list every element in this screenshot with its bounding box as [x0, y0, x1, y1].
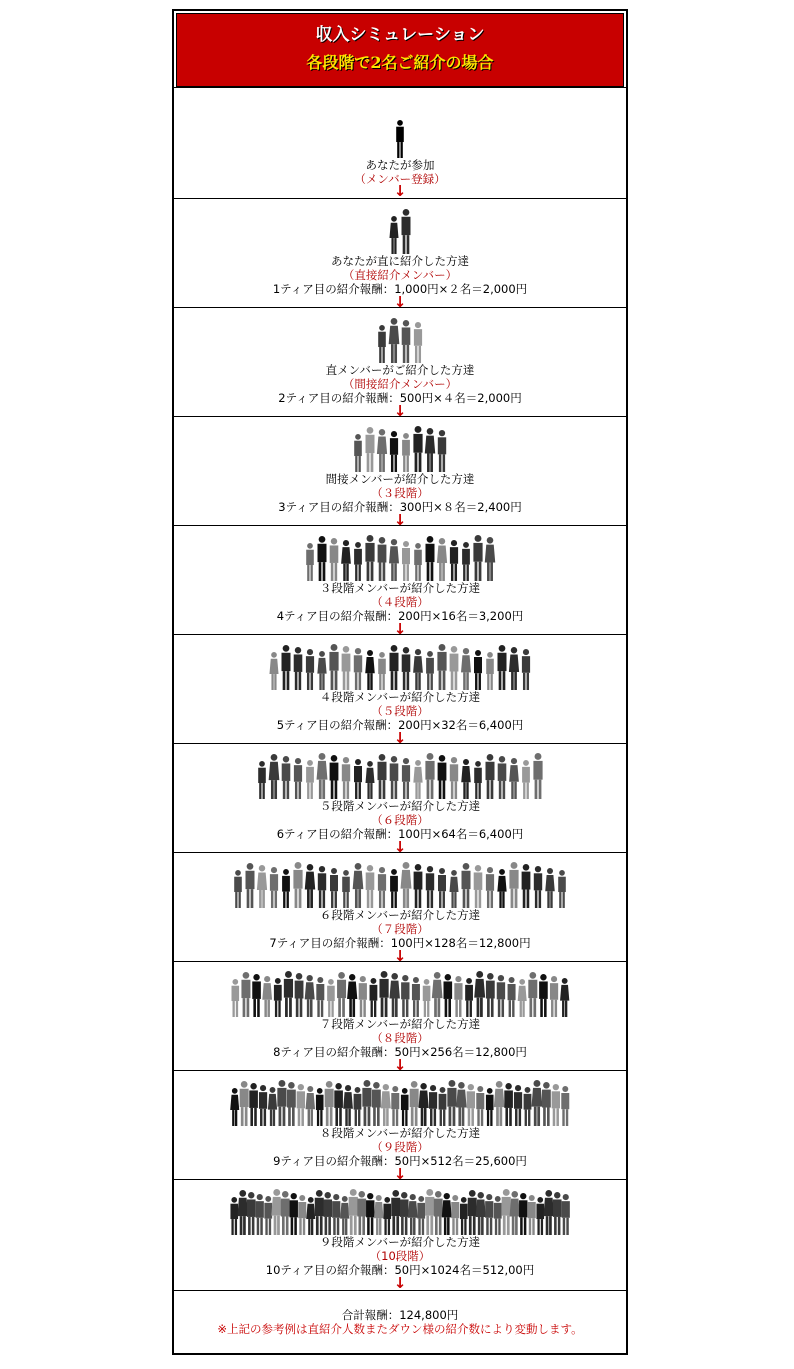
person-silhouette-icon — [429, 1085, 437, 1126]
person-silhouette-icon — [323, 1192, 332, 1235]
person-silhouette-icon — [402, 320, 411, 363]
member-crowd-image — [223, 1076, 577, 1126]
person-silhouette-icon — [401, 1088, 409, 1126]
person-silhouette-icon — [498, 645, 507, 690]
person-silhouette-icon — [297, 1084, 305, 1126]
person-silhouette-icon — [281, 1191, 290, 1235]
simulation-table — [172, 9, 628, 1355]
person-silhouette-icon — [418, 1083, 428, 1126]
down-arrow-icon: ↓ — [393, 729, 407, 747]
person-silhouette-icon — [282, 756, 291, 799]
person-silhouette-icon — [508, 977, 516, 1017]
person-silhouette-icon — [315, 1190, 324, 1235]
person-silhouette-icon — [426, 651, 434, 690]
person-silhouette-icon — [450, 646, 459, 690]
person-silhouette-icon — [562, 1194, 570, 1235]
person-silhouette-icon — [316, 1088, 324, 1126]
person-silhouette-icon — [545, 868, 555, 908]
person-silhouette-icon — [408, 1194, 418, 1235]
member-crowd-image — [249, 749, 551, 799]
person-silhouette-icon — [246, 863, 255, 908]
tier-level-label: （９段階） — [371, 1140, 429, 1154]
tier-row — [174, 1070, 626, 1183]
person-silhouette-icon — [298, 1195, 306, 1235]
person-silhouette-icon — [425, 753, 434, 799]
person-silhouette-icon — [400, 1192, 409, 1235]
person-silhouette-icon — [390, 431, 398, 472]
person-silhouette-icon — [270, 867, 278, 908]
person-silhouette-icon — [391, 1086, 399, 1126]
person-silhouette-icon — [519, 1193, 527, 1235]
person-silhouette-icon — [359, 976, 367, 1017]
person-silhouette-icon — [510, 1191, 520, 1235]
person-silhouette-icon — [318, 866, 326, 908]
person-silhouette-icon — [378, 325, 386, 363]
header-banner — [176, 13, 624, 87]
person-silhouette-icon — [389, 216, 398, 254]
person-silhouette-icon — [366, 865, 375, 908]
person-silhouette-icon — [474, 650, 482, 690]
person-silhouette-icon — [342, 646, 351, 690]
person-silhouette-icon — [474, 865, 483, 908]
person-silhouette-icon — [536, 1197, 544, 1235]
tier-description: 間接メンバーが紹介した方達 — [325, 472, 475, 486]
tier-level-label: （５段階） — [371, 704, 429, 718]
disclaimer-note: ※上記の参考例は直紹介人数またダウン様の紹介数により変動します。 — [217, 1322, 583, 1336]
down-arrow-icon: ↓ — [393, 620, 407, 638]
person-silhouette-icon — [486, 973, 495, 1017]
tier-row — [174, 416, 626, 529]
tier-reward: 3ティア目の紹介報酬：300円×８名＝2,400円 — [278, 500, 522, 514]
person-silhouette-icon — [498, 756, 507, 799]
tier-level-label: （メンバー登録） — [354, 172, 446, 186]
person-silhouette-icon — [447, 1080, 456, 1126]
person-silhouette-icon — [462, 863, 471, 908]
person-silhouette-icon — [414, 864, 423, 908]
person-silhouette-icon — [362, 1080, 371, 1126]
person-silhouette-icon — [340, 1196, 349, 1235]
page-title: 収入シミュレーション — [315, 25, 485, 45]
person-silhouette-icon — [494, 1081, 505, 1126]
person-silhouette-icon — [542, 1082, 551, 1126]
person-silhouette-icon — [341, 540, 351, 581]
person-silhouette-icon — [354, 434, 362, 472]
person-silhouette-icon — [410, 1081, 419, 1126]
person-silhouette-icon — [552, 1084, 560, 1126]
person-silhouette-icon — [306, 760, 314, 799]
member-crowd-image — [381, 204, 419, 254]
person-silhouette-icon — [274, 978, 282, 1017]
down-arrow-icon: ↓ — [393, 293, 407, 311]
tier-level-label: （４段階） — [371, 595, 429, 609]
tier-description: ９段階メンバーが紹介した方達 — [319, 1235, 481, 1249]
person-silhouette-icon — [417, 1196, 425, 1235]
person-silhouette-icon — [390, 869, 398, 908]
member-crowd-image — [385, 108, 415, 158]
person-silhouette-icon — [442, 1193, 452, 1235]
person-silhouette-icon — [295, 973, 304, 1017]
tier-description: ６段階メンバーが紹介した方達 — [319, 908, 481, 922]
person-silhouette-icon — [282, 869, 290, 908]
person-silhouette-icon — [468, 1190, 477, 1235]
person-silhouette-icon — [230, 1197, 238, 1235]
person-silhouette-icon — [317, 753, 328, 799]
down-arrow-icon: ↓ — [393, 402, 407, 420]
person-silhouette-icon — [342, 870, 350, 908]
tier-row — [174, 852, 626, 965]
person-silhouette-icon — [522, 864, 531, 908]
person-silhouette-icon — [550, 976, 558, 1017]
person-silhouette-icon — [372, 1082, 381, 1126]
person-silhouette-icon — [330, 755, 339, 799]
person-silhouette-icon — [531, 1080, 542, 1126]
person-silhouette-icon — [234, 870, 242, 908]
person-silhouette-icon — [327, 979, 335, 1017]
person-silhouette-icon — [268, 1087, 277, 1126]
person-silhouette-icon — [413, 426, 422, 472]
down-arrow-icon: ↓ — [393, 838, 407, 856]
person-silhouette-icon — [514, 1085, 522, 1126]
tier-reward: 10ティア目の紹介報酬：50円×1024名＝512,00円 — [265, 1263, 535, 1277]
person-silhouette-icon — [354, 1087, 362, 1126]
tier-reward: 9ティア目の紹介報酬：50円×512名＝25,600円 — [273, 1154, 527, 1168]
total-row — [174, 1290, 626, 1356]
person-silhouette-icon — [450, 540, 458, 581]
tier-description: ８段階メンバーが紹介した方達 — [319, 1126, 481, 1140]
person-silhouette-icon — [317, 651, 326, 690]
person-silhouette-icon — [378, 652, 386, 690]
person-silhouette-icon — [476, 1192, 486, 1235]
down-arrow-icon: ↓ — [393, 947, 407, 965]
person-silhouette-icon — [259, 1085, 267, 1126]
person-silhouette-icon — [473, 535, 482, 581]
person-silhouette-icon — [528, 1195, 536, 1235]
person-silhouette-icon — [349, 1189, 358, 1235]
tier-row — [174, 307, 626, 420]
tier-row — [174, 1179, 626, 1292]
person-silhouette-icon — [528, 972, 537, 1017]
person-silhouette-icon — [467, 1084, 475, 1126]
person-silhouette-icon — [402, 647, 411, 690]
down-arrow-icon: ↓ — [393, 511, 407, 529]
member-crowd-image — [223, 967, 577, 1017]
person-silhouette-icon — [381, 1084, 391, 1126]
tier-row — [174, 743, 626, 856]
tier-description: ４段階メンバーが紹介した方達 — [319, 690, 481, 704]
person-silhouette-icon — [561, 1086, 569, 1126]
person-silhouette-icon — [365, 650, 375, 690]
person-silhouette-icon — [306, 1086, 316, 1126]
person-silhouette-icon — [543, 1190, 554, 1235]
person-silhouette-icon — [462, 542, 470, 581]
person-silhouette-icon — [257, 865, 267, 908]
person-silhouette-icon — [522, 649, 530, 690]
person-silhouette-icon — [413, 649, 423, 690]
person-silhouette-icon — [558, 870, 566, 908]
member-crowd-image — [345, 422, 455, 472]
person-silhouette-icon — [414, 322, 422, 363]
total-label: 合計報酬：124,800円 — [341, 1308, 459, 1322]
person-silhouette-icon — [461, 759, 471, 799]
person-silhouette-icon — [509, 758, 519, 799]
person-silhouette-icon — [438, 868, 446, 908]
person-silhouette-icon — [287, 1082, 296, 1126]
person-silhouette-icon — [412, 977, 420, 1017]
person-silhouette-icon — [306, 649, 314, 690]
person-silhouette-icon — [486, 1088, 494, 1126]
person-silhouette-icon — [423, 979, 431, 1017]
person-silhouette-icon — [290, 1193, 298, 1235]
person-silhouette-icon — [413, 760, 422, 799]
tier-reward: 7ティア目の紹介報酬：100円×128名＝12,800円 — [269, 936, 531, 950]
person-silhouette-icon — [249, 1083, 258, 1126]
person-silhouette-icon — [486, 754, 495, 799]
person-silhouette-icon — [378, 537, 387, 581]
person-silhouette-icon — [294, 647, 303, 690]
person-silhouette-icon — [334, 1083, 343, 1126]
member-crowd-image — [225, 858, 575, 908]
person-silhouette-icon — [509, 862, 518, 908]
person-silhouette-icon — [370, 978, 378, 1017]
tier-description: ７段階メンバーが紹介した方達 — [319, 1017, 481, 1031]
member-crowd-image — [261, 640, 539, 690]
person-silhouette-icon — [504, 1083, 513, 1126]
person-silhouette-icon — [390, 645, 399, 690]
person-silhouette-icon — [425, 1189, 434, 1235]
person-silhouette-icon — [426, 866, 434, 908]
person-silhouette-icon — [325, 1081, 334, 1126]
person-silhouette-icon — [533, 753, 542, 799]
person-silhouette-icon — [402, 209, 411, 254]
person-silhouette-icon — [460, 1197, 468, 1235]
person-silhouette-icon — [269, 754, 280, 799]
person-silhouette-icon — [432, 972, 443, 1017]
person-silhouette-icon — [456, 1082, 466, 1126]
person-silhouette-icon — [497, 975, 505, 1017]
tier-reward: 4ティア目の紹介報酬：200円×16名＝3,200円 — [276, 609, 524, 623]
person-silhouette-icon — [354, 759, 362, 799]
person-silhouette-icon — [378, 867, 386, 908]
person-silhouette-icon — [282, 645, 291, 690]
tier-reward: 2ティア目の紹介報酬：500円×４名＝2,000円 — [278, 391, 522, 405]
person-silhouette-icon — [474, 971, 485, 1017]
person-silhouette-icon — [476, 1086, 484, 1126]
person-silhouette-icon — [414, 543, 422, 581]
person-silhouette-icon — [347, 974, 357, 1017]
person-silhouette-icon — [396, 120, 404, 158]
person-silhouette-icon — [402, 541, 410, 581]
person-silhouette-icon — [256, 1194, 264, 1235]
person-silhouette-icon — [534, 866, 542, 908]
down-arrow-icon: ↓ — [393, 1056, 407, 1074]
person-silhouette-icon — [509, 647, 519, 690]
person-silhouette-icon — [269, 652, 278, 690]
tier-level-label: （７段階） — [371, 922, 429, 936]
person-silhouette-icon — [332, 1194, 340, 1235]
person-silhouette-icon — [426, 536, 435, 581]
person-silhouette-icon — [497, 869, 506, 908]
person-silhouette-icon — [354, 542, 362, 581]
person-silhouette-icon — [241, 972, 250, 1017]
person-silhouette-icon — [316, 977, 324, 1017]
person-silhouette-icon — [365, 761, 374, 799]
person-silhouette-icon — [329, 644, 338, 690]
person-silhouette-icon — [337, 972, 346, 1017]
person-silhouette-icon — [365, 535, 374, 581]
person-silhouette-icon — [439, 1087, 447, 1126]
person-silhouette-icon — [389, 318, 400, 363]
tier-description: ３段階メンバーが紹介した方達 — [319, 581, 481, 595]
person-silhouette-icon — [258, 761, 266, 799]
tier-level-label: （３段階） — [371, 486, 429, 500]
person-silhouette-icon — [402, 433, 410, 472]
person-silhouette-icon — [553, 1192, 562, 1235]
person-silhouette-icon — [366, 427, 375, 472]
down-arrow-icon: ↓ — [393, 182, 407, 200]
person-silhouette-icon — [353, 863, 364, 908]
person-silhouette-icon — [383, 1197, 391, 1235]
person-silhouette-icon — [378, 754, 387, 799]
member-crowd-image — [369, 313, 431, 363]
tier-level-label: （間接紹介メンバー） — [342, 377, 458, 391]
person-silhouette-icon — [485, 537, 495, 581]
person-silhouette-icon — [522, 760, 530, 799]
tier-row — [174, 961, 626, 1074]
person-silhouette-icon — [454, 976, 462, 1017]
person-silhouette-icon — [264, 1196, 272, 1235]
person-silhouette-icon — [461, 648, 471, 690]
member-crowd-image — [297, 531, 503, 581]
person-silhouette-icon — [389, 973, 399, 1017]
person-silhouette-icon — [237, 1190, 248, 1235]
page-subtitle: 各段階で2名ご紹介の場合 — [306, 53, 494, 72]
person-silhouette-icon — [494, 1196, 502, 1235]
person-silhouette-icon — [366, 1193, 374, 1235]
person-silhouette-icon — [330, 868, 338, 908]
tier-description: あなたが直に紹介した方達 — [331, 254, 469, 268]
person-silhouette-icon — [401, 862, 412, 908]
person-silhouette-icon — [262, 976, 272, 1017]
tier-reward: 6ティア目の紹介報酬：100円×64名＝6,400円 — [276, 827, 524, 841]
person-silhouette-icon — [486, 652, 494, 690]
person-silhouette-icon — [401, 975, 409, 1017]
down-arrow-icon: ↓ — [393, 1274, 407, 1292]
person-silhouette-icon — [343, 1085, 353, 1126]
person-silhouette-icon — [284, 971, 293, 1017]
person-silhouette-icon — [271, 1189, 282, 1235]
person-silhouette-icon — [354, 648, 362, 690]
person-silhouette-icon — [374, 1195, 384, 1235]
tier-level-label: （８段階） — [371, 1031, 429, 1045]
person-silhouette-icon — [485, 1194, 493, 1235]
person-silhouette-icon — [434, 1191, 443, 1235]
person-silhouette-icon — [391, 1190, 400, 1235]
person-silhouette-icon — [502, 1189, 511, 1235]
person-silhouette-icon — [240, 1081, 249, 1126]
person-silhouette-icon — [252, 974, 261, 1017]
tier-description: 直メンバーがご紹介した方達 — [325, 363, 475, 377]
tier-level-label: （直接紹介メンバー） — [342, 268, 458, 282]
tier-row — [174, 87, 626, 200]
person-silhouette-icon — [389, 539, 399, 581]
person-silhouette-icon — [518, 979, 527, 1017]
person-silhouette-icon — [293, 862, 302, 908]
person-silhouette-icon — [247, 1192, 256, 1235]
person-silhouette-icon — [524, 1087, 532, 1126]
tier-level-label: （10段階） — [369, 1249, 431, 1263]
person-silhouette-icon — [451, 1195, 459, 1235]
person-silhouette-icon — [444, 974, 453, 1017]
person-silhouette-icon — [379, 971, 388, 1017]
tier-reward: 8ティア目の紹介報酬：50円×256名＝12,800円 — [273, 1045, 527, 1059]
member-crowd-image — [223, 1185, 577, 1235]
tier-level-label: （６段階） — [371, 813, 429, 827]
person-silhouette-icon — [438, 430, 446, 472]
person-silhouette-icon — [465, 978, 473, 1017]
tier-row — [174, 634, 626, 747]
person-silhouette-icon — [277, 1080, 286, 1126]
person-silhouette-icon — [437, 644, 446, 690]
person-silhouette-icon — [230, 1088, 239, 1126]
person-silhouette-icon — [305, 864, 315, 908]
person-silhouette-icon — [474, 761, 482, 799]
person-silhouette-icon — [402, 758, 410, 799]
person-silhouette-icon — [294, 758, 302, 799]
person-silhouette-icon — [318, 536, 327, 581]
person-silhouette-icon — [357, 1191, 366, 1235]
down-arrow-icon: ↓ — [393, 1165, 407, 1183]
tier-description: あなたが参加 — [365, 158, 435, 172]
tier-description: ５段階メンバーが紹介した方達 — [319, 799, 481, 813]
person-silhouette-icon — [330, 538, 339, 581]
person-silhouette-icon — [486, 867, 494, 908]
tier-row — [174, 198, 626, 311]
person-silhouette-icon — [560, 978, 569, 1017]
person-silhouette-icon — [305, 975, 315, 1017]
person-silhouette-icon — [438, 755, 447, 799]
tier-reward: 5ティア目の紹介報酬：200円×32名＝6,400円 — [276, 718, 524, 732]
person-silhouette-icon — [342, 757, 350, 799]
person-silhouette-icon — [390, 756, 399, 799]
person-silhouette-icon — [437, 538, 447, 581]
person-silhouette-icon — [425, 428, 435, 472]
tier-row — [174, 525, 626, 638]
person-silhouette-icon — [306, 1197, 315, 1235]
person-silhouette-icon — [232, 979, 240, 1017]
person-silhouette-icon — [450, 757, 458, 799]
person-silhouette-icon — [449, 870, 458, 908]
person-silhouette-icon — [539, 974, 548, 1017]
tier-reward: 1ティア目の紹介報酬：1,000円×２名＝2,000円 — [272, 282, 528, 296]
person-silhouette-icon — [306, 543, 314, 581]
person-silhouette-icon — [377, 429, 387, 472]
